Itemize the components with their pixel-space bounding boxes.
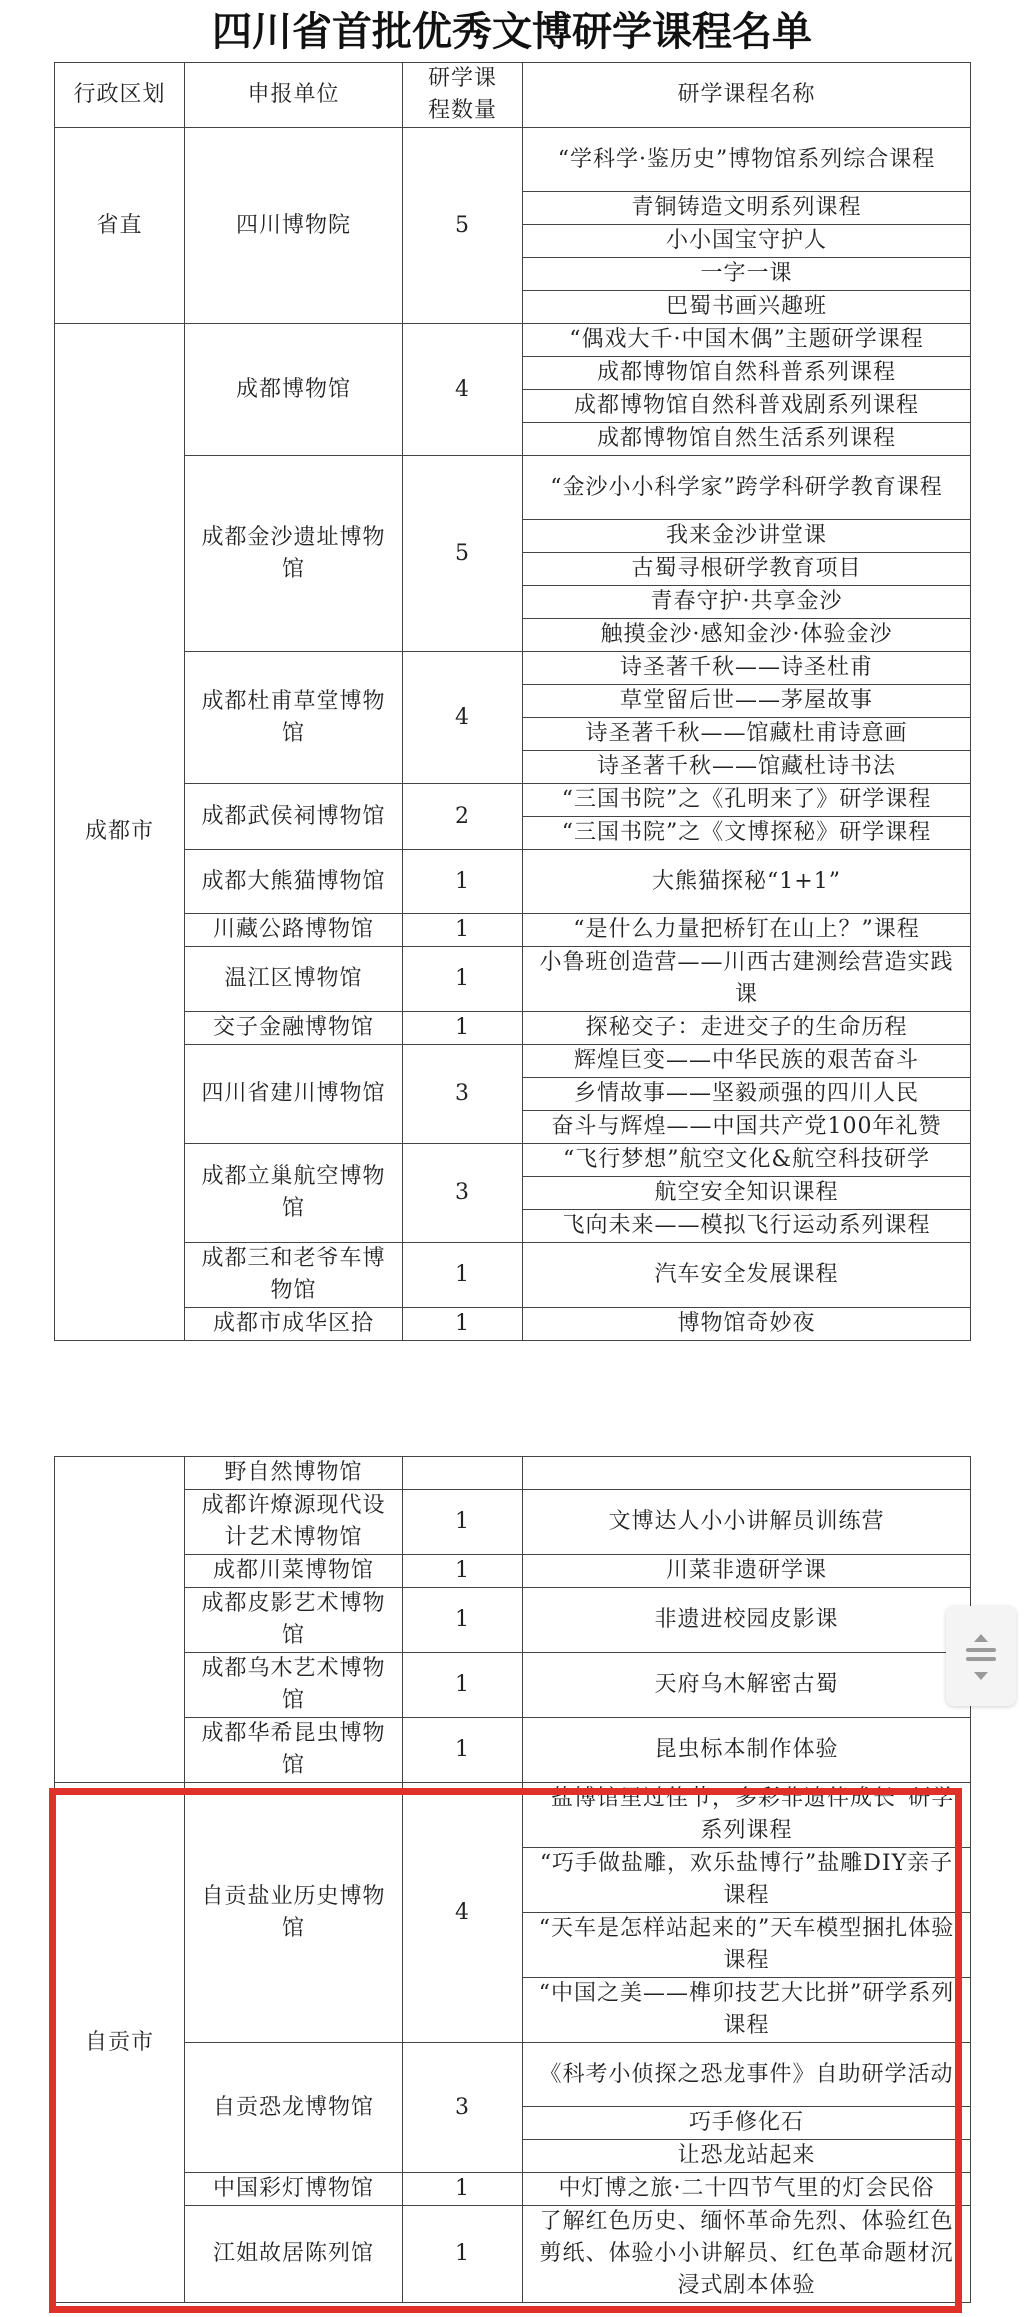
course-count-cell: 1: [403, 2206, 523, 2303]
course-name-cell: 航空安全知识课程: [523, 1177, 971, 1210]
unit-cell: 成都三和老爷车博物馆: [185, 1243, 403, 1308]
course-name-cell: 青春守护·共享金沙: [523, 586, 971, 619]
unit-cell: 成都皮影艺术博物馆: [185, 1588, 403, 1653]
course-name-cell: 诗圣著千秋——诗圣杜甫: [523, 652, 971, 685]
course-count-cell: 1: [403, 2173, 523, 2206]
course-count-cell: 1: [403, 1243, 523, 1308]
course-name-cell: 天府乌木解密古蜀: [523, 1653, 971, 1718]
course-name-cell: “三国书院”之《文博探秘》研学课程: [523, 817, 971, 850]
course-name-cell: 成都博物馆自然科普系列课程: [523, 357, 971, 390]
region-cell: [55, 1457, 185, 1783]
unit-cell: 成都立巢航空博物馆: [185, 1144, 403, 1243]
course-name-cell: “偶戏大千·中国木偶”主题研学课程: [523, 324, 971, 357]
course-name-cell: 文博达人小小讲解员训练营: [523, 1490, 971, 1555]
course-count-cell: 4: [403, 1783, 523, 2043]
unit-cell: 交子金融博物馆: [185, 1012, 403, 1045]
scroll-handle-icon[interactable]: [946, 1606, 1016, 1706]
course-name-cell: 成都博物馆自然科普戏剧系列课程: [523, 390, 971, 423]
unit-cell: 自贡盐业历史博物馆: [185, 1783, 403, 2043]
course-name-cell: 成都博物馆自然生活系列课程: [523, 423, 971, 456]
course-name-cell: 中灯博之旅·二十四节气里的灯会民俗: [523, 2173, 971, 2206]
unit-cell: 成都乌木艺术博物馆: [185, 1653, 403, 1718]
course-count-cell: 1: [403, 1588, 523, 1653]
course-name-cell: 巴蜀书画兴趣班: [523, 291, 971, 324]
course-name-cell: 古蜀寻根研学教育项目: [523, 553, 971, 586]
course-count-cell: 4: [403, 652, 523, 784]
course-table-part-1: [54, 62, 971, 1341]
course-name-cell: 大熊猫探秘“1+1”: [523, 850, 971, 914]
unit-cell: 四川博物院: [185, 128, 403, 324]
course-name-cell: 一字一课: [523, 258, 971, 291]
course-count-cell: 1: [403, 1555, 523, 1588]
table-row: [55, 914, 971, 947]
table-row: [55, 1144, 971, 1177]
course-name-cell: 飞向未来——模拟飞行运动系列课程: [523, 1210, 971, 1243]
course-name-cell: [523, 1457, 971, 1490]
course-count-cell: 3: [403, 2043, 523, 2173]
course-name-cell: “巧手做盐雕，欢乐盐博行”盐雕DIY亲子课程: [523, 1848, 971, 1913]
course-name-cell: 《科考小侦探之恐龙事件》自助研学活动: [523, 2043, 971, 2107]
course-name-cell: 川菜非遗研学课: [523, 1555, 971, 1588]
region-cell: 成都市: [55, 324, 185, 1341]
course-name-cell: 青铜铸造文明系列课程: [523, 192, 971, 225]
course-name-cell: 诗圣著千秋——馆藏杜甫诗意画: [523, 718, 971, 751]
course-name-cell: 巧手修化石: [523, 2107, 971, 2140]
course-name-cell: 让恐龙站起来: [523, 2140, 971, 2173]
header-course-name: 研学课程名称: [523, 63, 971, 128]
unit-cell: 成都武侯祠博物馆: [185, 784, 403, 850]
unit-cell: 成都金沙遗址博物馆: [185, 456, 403, 652]
course-name-cell: “金沙小小科学家”跨学科研学教育课程: [523, 456, 971, 520]
course-count-cell: 1: [403, 947, 523, 1012]
course-name-cell: “飞行梦想”航空文化&航空科技研学: [523, 1144, 971, 1177]
course-count-cell: 3: [403, 1045, 523, 1144]
table-row: [55, 1653, 971, 1718]
unit-cell: 中国彩灯博物馆: [185, 2173, 403, 2206]
course-name-cell: “是什么力量把桥钉在山上？”课程: [523, 914, 971, 947]
course-count-cell: 1: [403, 1308, 523, 1341]
course-name-cell: 辉煌巨变——中华民族的艰苦奋斗: [523, 1045, 971, 1078]
table-row: [55, 1012, 971, 1045]
unit-cell: 四川省建川博物馆: [185, 1045, 403, 1144]
document-title: 四川省首批优秀文博研学课程名单: [212, 9, 812, 55]
table-row: [55, 1457, 971, 1490]
table-header-row: [55, 63, 971, 128]
region-cell: 省直: [55, 128, 185, 324]
course-count-cell: 1: [403, 1653, 523, 1718]
course-name-cell: 非遗进校园皮影课: [523, 1588, 971, 1653]
table-row: [55, 1555, 971, 1588]
course-count-cell: 5: [403, 456, 523, 652]
header-region: 行政区划: [55, 63, 185, 128]
table-row: [55, 2173, 971, 2206]
course-count-cell: 4: [403, 324, 523, 456]
course-count-cell: 1: [403, 1490, 523, 1555]
unit-cell: 成都许燎源现代设计艺术博物馆: [185, 1490, 403, 1555]
course-name-cell: 博物馆奇妙夜: [523, 1308, 971, 1341]
header-count: 研学课 程数量: [403, 63, 523, 128]
unit-cell: 自贡恐龙博物馆: [185, 2043, 403, 2173]
course-name-cell: 触摸金沙·感知金沙·体验金沙: [523, 619, 971, 652]
course-name-cell: 草堂留后世——茅屋故事: [523, 685, 971, 718]
course-name-cell: “盐博馆里过佳节，多彩非遗伴成长”研学系列课程: [523, 1783, 971, 1848]
unit-cell: 成都大熊猫博物馆: [185, 850, 403, 914]
course-name-cell: 探秘交子：走进交子的生命历程: [523, 1012, 971, 1045]
table-row: [55, 128, 971, 192]
unit-cell: 野自然博物馆: [185, 1457, 403, 1490]
table-row: [55, 784, 971, 817]
course-name-cell: “学科学·鉴历史”博物馆系列综合课程: [523, 128, 971, 192]
table-row: [55, 1588, 971, 1653]
table-row: [55, 1718, 971, 1783]
course-name-cell: “三国书院”之《孔明来了》研学课程: [523, 784, 971, 817]
table-row: [55, 1783, 971, 1848]
course-count-cell: [403, 1457, 523, 1490]
course-count-cell: 2: [403, 784, 523, 850]
unit-cell: 成都市成华区拾: [185, 1308, 403, 1341]
course-name-cell: 小鲁班创造营——川西古建测绘营造实践课: [523, 947, 971, 1012]
region-cell: 自贡市: [55, 1783, 185, 2303]
course-count-cell: 1: [403, 850, 523, 914]
table-row: [55, 324, 971, 357]
course-name-cell: 了解红色历史、缅怀革命先烈、体验红色剪纸、体验小小讲解员、红色革命题材沉浸式剧本体验: [523, 2206, 971, 2303]
table-row: [55, 1045, 971, 1078]
table-row: [55, 456, 971, 520]
unit-cell: 成都川菜博物馆: [185, 1555, 403, 1588]
unit-cell: 温江区博物馆: [185, 947, 403, 1012]
table-row: [55, 947, 971, 1012]
table-row: [55, 1243, 971, 1308]
header-unit: 申报单位: [185, 63, 403, 128]
course-name-cell: “天车是怎样站起来的”天车模型捆扎体验课程: [523, 1913, 971, 1978]
unit-cell: 成都华希昆虫博物馆: [185, 1718, 403, 1783]
unit-cell: 川藏公路博物馆: [185, 914, 403, 947]
course-count-cell: 1: [403, 1012, 523, 1045]
course-name-cell: 汽车安全发展课程: [523, 1243, 971, 1308]
course-count-cell: 1: [403, 1718, 523, 1783]
unit-cell: 江姐故居陈列馆: [185, 2206, 403, 2303]
table-row: [55, 1308, 971, 1341]
table-row: [55, 652, 971, 685]
unit-cell: 成都杜甫草堂博物馆: [185, 652, 403, 784]
course-name-cell: 奋斗与辉煌——中国共产党100年礼赞: [523, 1111, 971, 1144]
course-name-cell: 乡情故事——坚毅顽强的四川人民: [523, 1078, 971, 1111]
course-name-cell: 昆虫标本制作体验: [523, 1718, 971, 1783]
table-row: [55, 1490, 971, 1555]
course-name-cell: “中国之美——榫卯技艺大比拼”研学系列课程: [523, 1978, 971, 2043]
course-table-part-2: [54, 1456, 971, 2303]
course-name-cell: 小小国宝守护人: [523, 225, 971, 258]
course-count-cell: 1: [403, 914, 523, 947]
table-row: [55, 2043, 971, 2107]
table-row: [55, 2206, 971, 2303]
unit-cell: 成都博物馆: [185, 324, 403, 456]
course-name-cell: 诗圣著千秋——馆藏杜诗书法: [523, 751, 971, 784]
table-row: [55, 850, 971, 914]
course-count-cell: 5: [403, 128, 523, 324]
course-count-cell: 3: [403, 1144, 523, 1243]
course-name-cell: 我来金沙讲堂课: [523, 520, 971, 553]
